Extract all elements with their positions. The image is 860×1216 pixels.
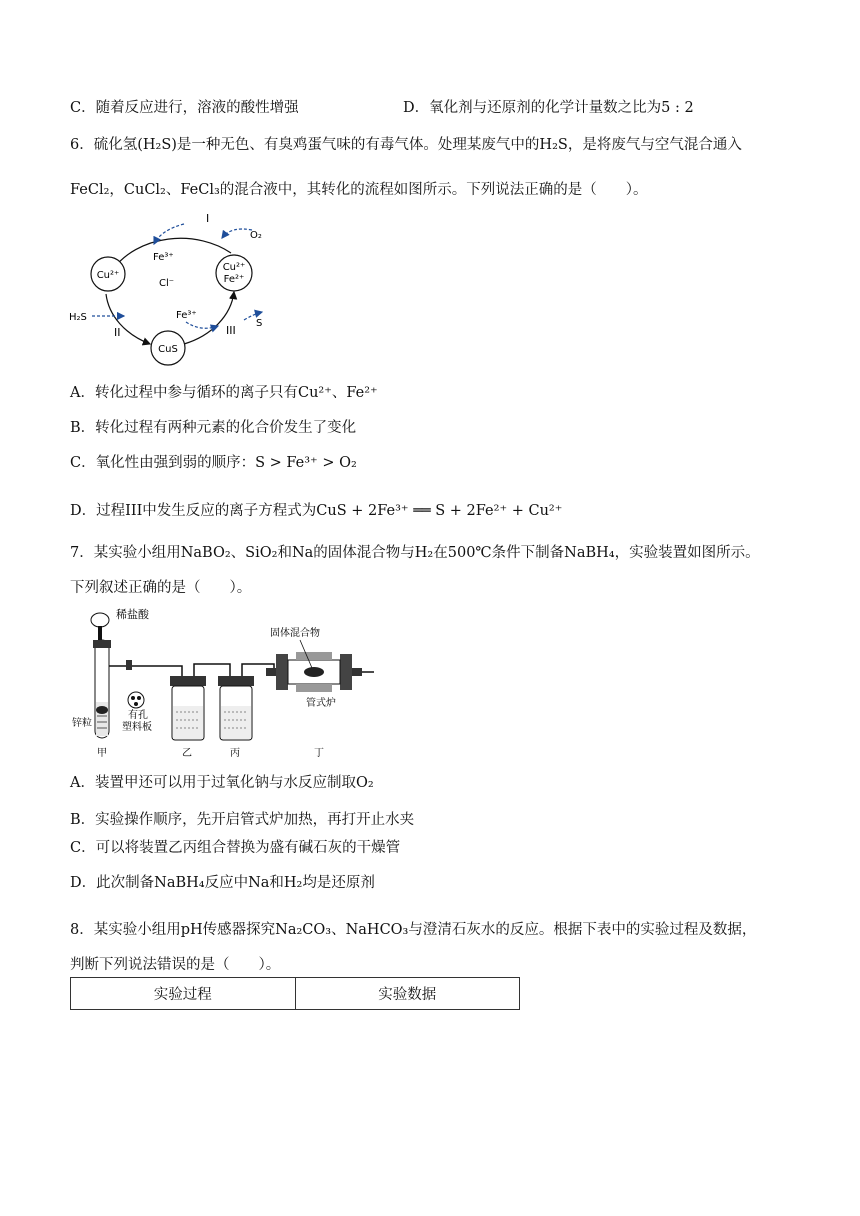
label-jia: 甲: [97, 748, 107, 759]
label-fe3-lower: Fe³⁺: [176, 310, 197, 321]
q7-stem-line1: 7．某实验小组用NaBO₂、SiO₂和Na的固体混合物与H₂在500℃条件下制备NaBH₄，实验装置如图所示。: [70, 545, 760, 561]
label-plate-1: 有孔: [128, 710, 148, 721]
q8-table-header: [70, 977, 520, 1010]
label-h2s: H₂S: [69, 312, 87, 323]
q6-stem-line1: 6．硫化氢(H₂S)是一种无色、有臭鸡蛋气味的有毒气体。处理某废气中的H₂S，是将废气与空气混合通入: [70, 137, 742, 153]
q8-stem-line2: 判断下列说法错误的是（ ）。: [70, 957, 281, 973]
q7-stem-line2: 下列叙述正确的是（ ）。: [70, 580, 252, 596]
label-o2: O₂: [250, 230, 262, 241]
q7-option-b: B．实验操作顺序，先开启管式炉加热，再打开止水夹: [70, 812, 415, 828]
node-cu: Cu²⁺: [96, 270, 120, 281]
q6-stem-line2: FeCl₂，CuCl₂、FeCl₃的混合液中，其转化的流程如图所示。下列说法正确的是（ ）。: [70, 182, 648, 198]
q6-option-d: D．过程III中发生反应的离子方程式为CuS + 2Fe³⁺ ══ S + 2Fe²⁺ + Cu²⁺: [70, 503, 563, 519]
label-roman-3: III: [226, 324, 236, 337]
q6-option-b: B．转化过程有两种元素的化合价发生了变化: [70, 420, 357, 436]
q5-option-d: D．氧化剂与还原剂的化学计量数之比为5 : 2: [403, 100, 694, 116]
label-yi: 乙: [182, 748, 192, 759]
q7-apparatus-diagram: [70, 606, 400, 760]
node-cu2: Cu²⁺: [222, 262, 246, 273]
node-cus: CuS: [158, 344, 178, 355]
table-header-data: 实验数据: [378, 987, 437, 1003]
label-fe3-inner: Fe³⁺: [153, 252, 174, 263]
label-furnace: 管式炉: [306, 698, 336, 709]
label-cl: Cl⁻: [159, 278, 175, 289]
label-bing: 丙: [230, 748, 240, 759]
q7-option-a: A．装置甲还可以用于过氧化钠与水反应制取O₂: [70, 775, 374, 791]
q7-option-d: D．此次制备NaBH₄反应中Na和H₂均是还原剂: [70, 875, 375, 891]
node-fe2: Fe²⁺: [223, 274, 245, 285]
label-acid: 稀盐酸: [116, 608, 149, 621]
q6-option-a: A．转化过程中参与循环的离子只有Cu²⁺、Fe²⁺: [70, 385, 378, 401]
label-s: S: [256, 318, 263, 329]
table-header-process: 实验过程: [71, 978, 296, 1009]
q8-stem-line1: 8．某实验小组用pH传感器探究Na₂CO₃、NaHCO₃与澄清石灰水的反应。根据下表中的实验过程及数据，: [70, 922, 757, 938]
q6-cycle-diagram: [66, 208, 281, 368]
q5-option-c: C．随着反应进行，溶液的酸性增强: [70, 100, 299, 116]
label-ding: 丁: [314, 748, 324, 759]
q7-option-c: C．可以将装置乙丙组合替换为盛有碱石灰的干燥管: [70, 840, 401, 856]
label-solid: 固体混合物: [270, 628, 320, 639]
label-roman-2: II: [114, 326, 121, 339]
label-roman-1: I: [206, 212, 210, 225]
q6-option-c: C．氧化性由强到弱的顺序：S > Fe³⁺ > O₂: [70, 455, 357, 471]
label-plate-2: 塑料板: [122, 722, 152, 733]
label-zinc: 锌粒: [72, 718, 92, 729]
